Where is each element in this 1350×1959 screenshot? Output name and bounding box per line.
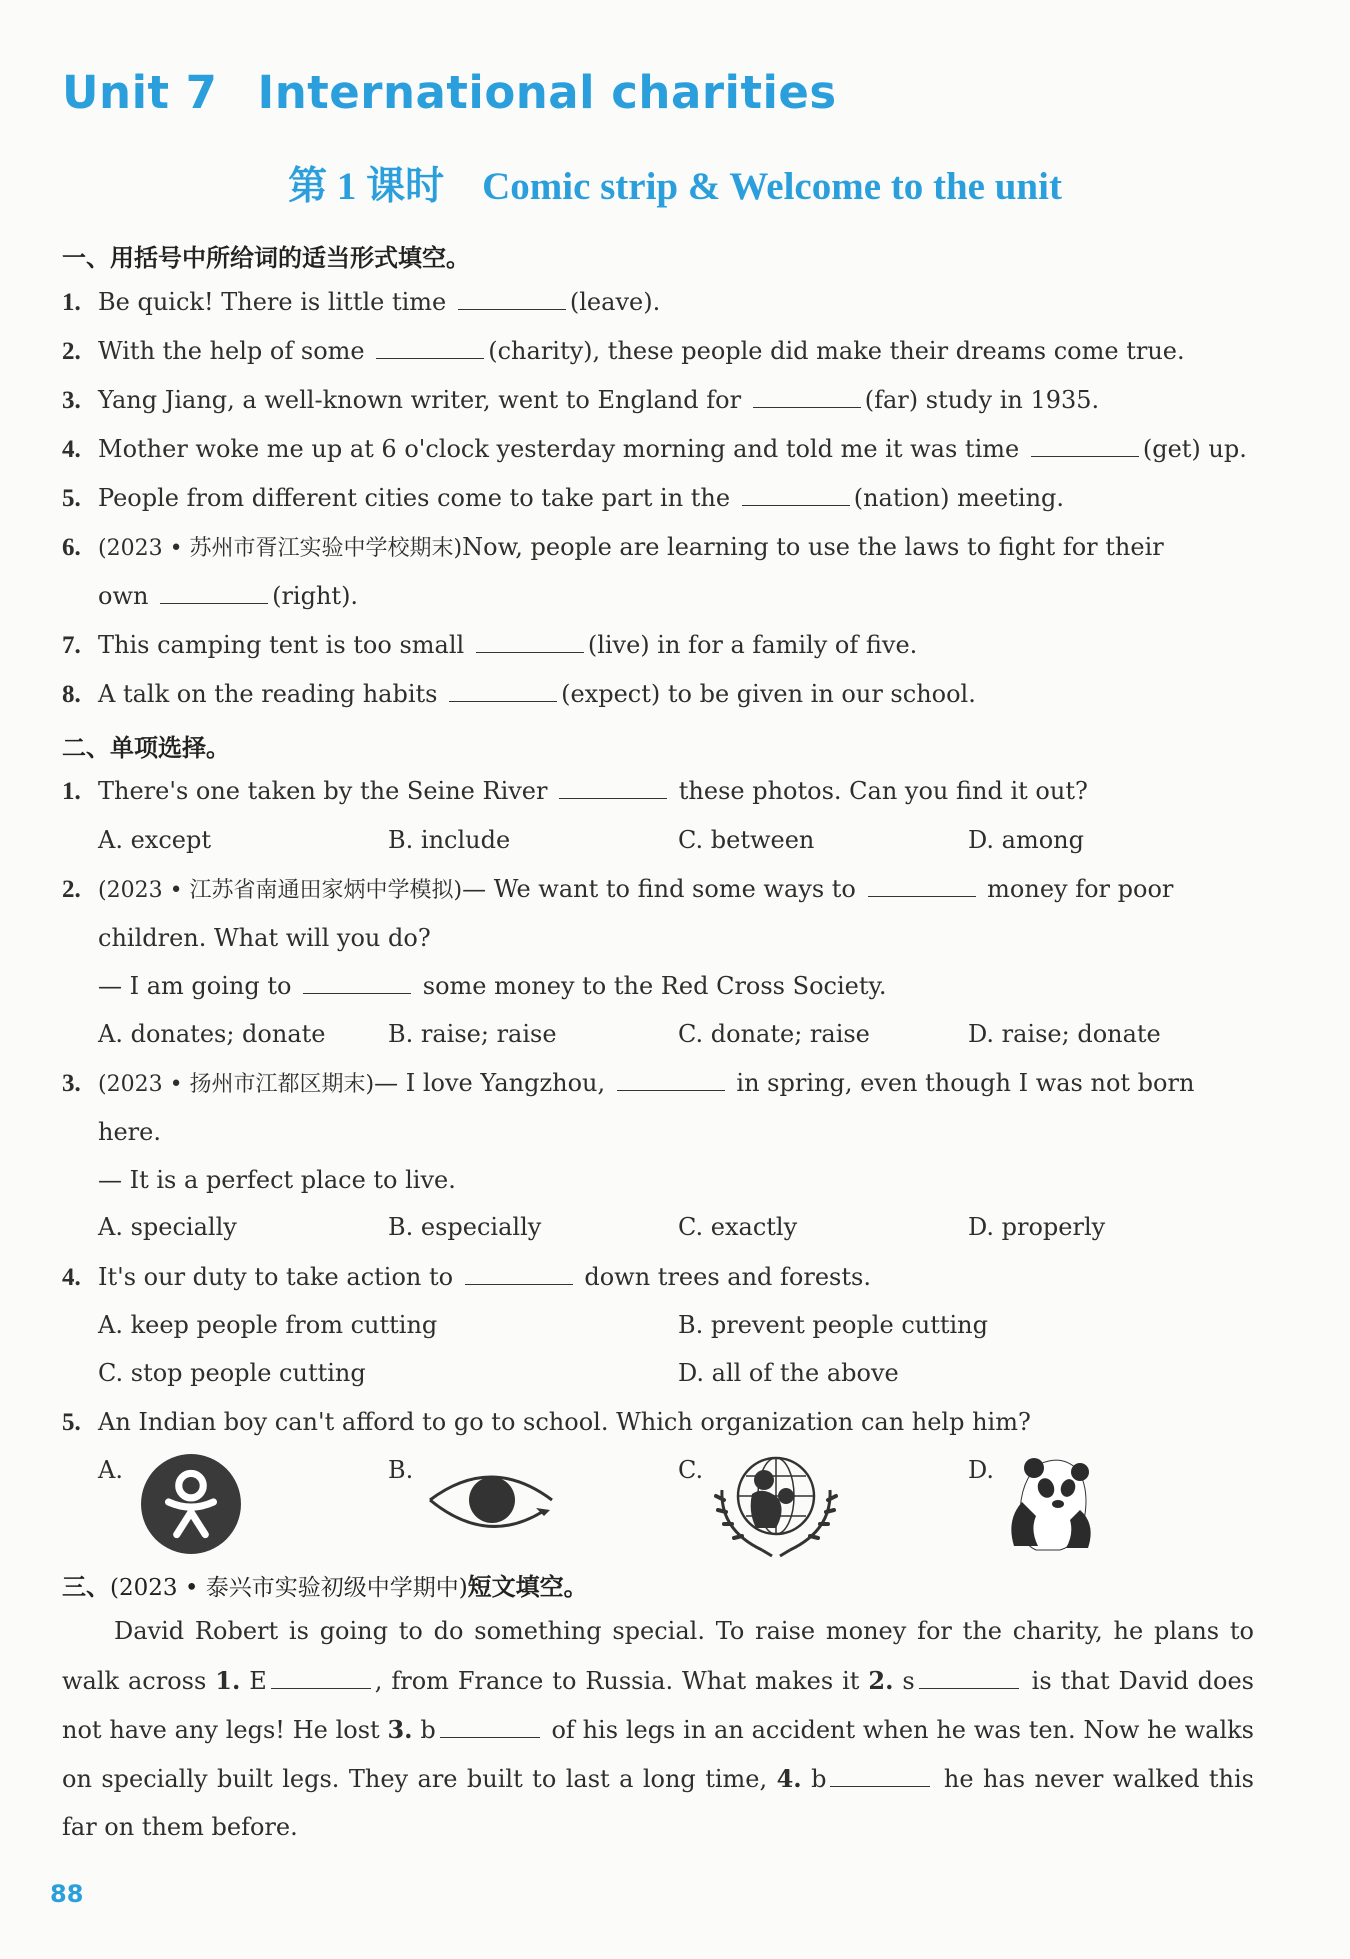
answer-blank[interactable] <box>449 679 557 702</box>
s1-question-5: 5. People from different cities come to take part in the (nation) meeting. <box>62 484 1065 512</box>
s1-question-7: 7. This camping tent is too small (live) in for a family of five. <box>62 631 918 659</box>
s2-q4-option-b[interactable]: B. prevent people cutting <box>678 1311 988 1339</box>
s2-question-4: 4. It's our duty to take action to down trees and forests. <box>62 1263 871 1291</box>
unit-title <box>62 66 837 119</box>
s1-question-3: 3. Yang Jiang, a well-known writer, went to England for (far) study in 1935. <box>62 386 1100 414</box>
s1-question-6-cont: own (right). <box>98 582 359 610</box>
lesson-name: Comic strip & Welcome to the unit <box>482 165 1062 208</box>
answer-blank[interactable] <box>753 385 861 408</box>
s2-q2-option-a[interactable]: A. donates; donate <box>98 1020 326 1048</box>
s2-q1-option-a[interactable]: A. except <box>98 826 211 854</box>
s1-question-4: 4. Mother woke me up at 6 o'clock yesterday morning and told me it was time (get) up. <box>62 435 1247 463</box>
s1-question-6: 6. (2023 • 苏州市胥江实验中学校期末)Now, people are learning to use the laws to fight for their <box>62 533 1164 561</box>
answer-blank[interactable] <box>742 483 850 506</box>
eye-charity-logo[interactable] <box>426 1460 556 1540</box>
s2-q1-option-c[interactable]: C. between <box>678 826 815 854</box>
s2-q2-option-d[interactable]: D. raise; donate <box>968 1020 1161 1048</box>
answer-blank[interactable] <box>868 874 976 897</box>
s2-q2-line-3: — I am going to some money to the Red Cross Society. <box>98 972 887 1000</box>
answer-blank-3[interactable] <box>440 1715 540 1738</box>
answer-blank-2[interactable] <box>919 1666 1019 1689</box>
passage-line-5: far on them before. <box>62 1813 298 1841</box>
answer-blank-4[interactable] <box>830 1764 930 1787</box>
s2-q5-option-c[interactable]: C. <box>678 1456 704 1484</box>
answer-blank[interactable] <box>617 1068 725 1091</box>
s2-question-2: 2. (2023 • 江苏省南通田家炳中学模拟)— We want to find some ways to money for poor <box>62 875 1174 903</box>
answer-blank[interactable] <box>1031 434 1139 457</box>
s2-q2-line-2: children. What will you do? <box>98 924 431 952</box>
s2-q2-option-c[interactable]: C. donate; raise <box>678 1020 870 1048</box>
s2-q4-option-d[interactable]: D. all of the above <box>678 1359 899 1387</box>
page-number: 88 <box>50 1880 84 1908</box>
s2-q1-option-b[interactable]: B. include <box>388 826 511 854</box>
passage-line-4: on specially built legs. They are built to last a long time, 4. b he has never walked this <box>62 1764 1254 1793</box>
answer-blank[interactable] <box>476 630 584 653</box>
answer-blank[interactable] <box>160 581 268 604</box>
s2-q5-option-b[interactable]: B. <box>388 1456 414 1484</box>
s2-q3-option-a[interactable]: A. specially <box>98 1213 237 1241</box>
s2-q3-option-c[interactable]: C. exactly <box>678 1213 798 1241</box>
s2-question-5: 5. An Indian boy can't afford to go to school. Which organization can help him? <box>62 1408 1031 1436</box>
wwf-panda-logo[interactable] <box>1000 1450 1104 1556</box>
lesson-number: 第 1 课时 <box>288 165 445 208</box>
s2-q3-line-3: — It is a perfect place to live. <box>98 1166 456 1194</box>
unit-number: Unit 7 <box>62 66 218 119</box>
s2-q5-option-a[interactable]: A. <box>98 1456 123 1484</box>
s2-q4-option-a[interactable]: A. keep people from cutting <box>98 1311 438 1339</box>
s2-q5-option-d[interactable]: D. <box>968 1456 995 1484</box>
answer-blank[interactable] <box>559 776 667 799</box>
s2-q4-option-c[interactable]: C. stop people cutting <box>98 1359 366 1387</box>
s2-question-3: 3. (2023 • 扬州市江都区期末)— I love Yangzhou, in spring, even though I was not born <box>62 1069 1195 1097</box>
oxfam-logo[interactable] <box>140 1453 242 1555</box>
passage-line-3: not have any legs! He lost 3. b of his legs in an accident when he was ten. Now he walks <box>62 1715 1254 1744</box>
section-2-title: 二、单项选择。 <box>62 734 230 762</box>
answer-blank-1[interactable] <box>271 1666 371 1689</box>
s1-question-8: 8. A talk on the reading habits (expect) to be given in our school. <box>62 680 976 708</box>
answer-blank[interactable] <box>458 287 566 310</box>
s2-q3-option-b[interactable]: B. especially <box>388 1213 542 1241</box>
s2-question-1: 1. There's one taken by the Seine River these photos. Can you find it out? <box>62 777 1088 805</box>
section-1-title: 一、用括号中所给词的适当形式填空。 <box>62 244 470 272</box>
section-3-title: 三、(2023 • 泰兴市实验初级中学期中)短文填空。 <box>62 1573 588 1601</box>
s2-q2-option-b[interactable]: B. raise; raise <box>388 1020 557 1048</box>
s1-question-1: 1. Be quick! There is little time (leave). <box>62 288 661 316</box>
answer-blank[interactable] <box>465 1262 573 1285</box>
s2-q1-option-d[interactable]: D. among <box>968 826 1084 854</box>
passage-line-2: walk across 1. E , from France to Russia. What makes it 2. s is that David does <box>62 1666 1254 1695</box>
s2-q3-option-d[interactable]: D. properly <box>968 1213 1106 1241</box>
unit-name: International charities <box>257 66 837 119</box>
unicef-logo[interactable] <box>712 1450 840 1558</box>
lesson-title <box>0 155 1350 211</box>
answer-blank[interactable] <box>376 336 484 359</box>
s2-q3-line-2: here. <box>98 1118 161 1146</box>
passage-line-1: David Robert is going to do something special. To raise money for the charity, he plans to <box>114 1617 1254 1645</box>
answer-blank[interactable] <box>303 971 411 994</box>
s1-question-2: 2. With the help of some (charity), these people did make their dreams come true. <box>62 337 1185 365</box>
